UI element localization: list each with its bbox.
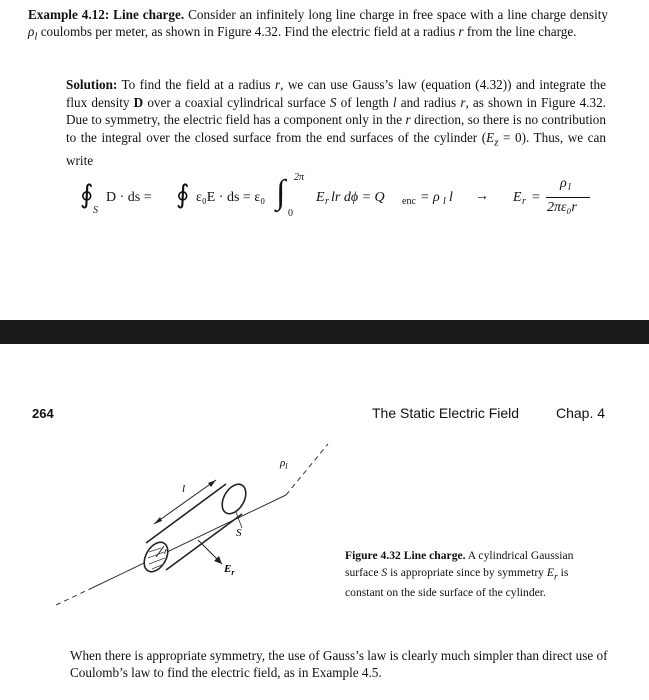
gauss-law-equation: ∮ S D · ds = ∮ ε₀E · ds = ε₀ ∫ 2π 0 E r lr dϕ = Q enc = ρ l l → E r = ρ l 2πε₀r — [80, 178, 600, 222]
cylinder-bottom-edge — [166, 514, 242, 570]
line-charge-cylinder-figure — [56, 440, 346, 620]
page-divider-bar — [0, 320, 649, 344]
closing-paragraph: When there is appropriate symmetry, the use of Gauss’s law is clearly much simpler than direct use of Coulomb’s law to find the electric field, as in Example 4.5. — [70, 648, 608, 680]
fraction-bar — [546, 197, 590, 198]
page-number: 264 — [32, 406, 54, 421]
figure-label-field: $E_r$ — [224, 563, 235, 577]
line-charge-dash-lower — [56, 588, 92, 605]
figure-label-rho: $\rho_l$ — [280, 457, 288, 471]
figure-label-radius: r — [164, 546, 168, 556]
figure-caption-label: Figure 4.32 Line charge. — [345, 549, 466, 562]
example-label: Example 4.12: Line charge. — [28, 7, 185, 22]
running-title: The Static Electric Field — [372, 405, 520, 421]
chapter-label: Chap. 4 — [556, 405, 606, 421]
line-charge — [92, 495, 286, 588]
figure-caption: Figure 4.32 Line charge. A cylindrical Gaussian surface S is appropriate since by symmetry $E_r$ is constant on the side surface of the cylinder. — [345, 549, 574, 600]
line-charge-dash-upper — [286, 444, 328, 495]
solution-paragraph: Solution: To find the field at a radius r, we can use Gauss’s law (equation (4.32)) and integrate the flux density D over a coaxial cylindrical surface S of length l and radius r, as shown in Figure 4.32. Due to symmetry, the electric field has a component only in the r direction, so there is no contribution to the integral over the closed surface from the end surfaces of the cylinder $(E_z = 0)$. Thus, we can write — [66, 77, 607, 168]
example-statement: Example 4.12: Line charge. Consider an infinitely long line charge in free space with a line charge density $\rho_l$ coulombs per meter, as shown in Figure 4.32. Find the electric field at a radius r from the line charge. — [28, 7, 608, 43]
figure-label-surface: S — [236, 527, 242, 539]
figure-label-length: l — [182, 483, 186, 495]
solution-label: Solution: — [66, 77, 118, 92]
